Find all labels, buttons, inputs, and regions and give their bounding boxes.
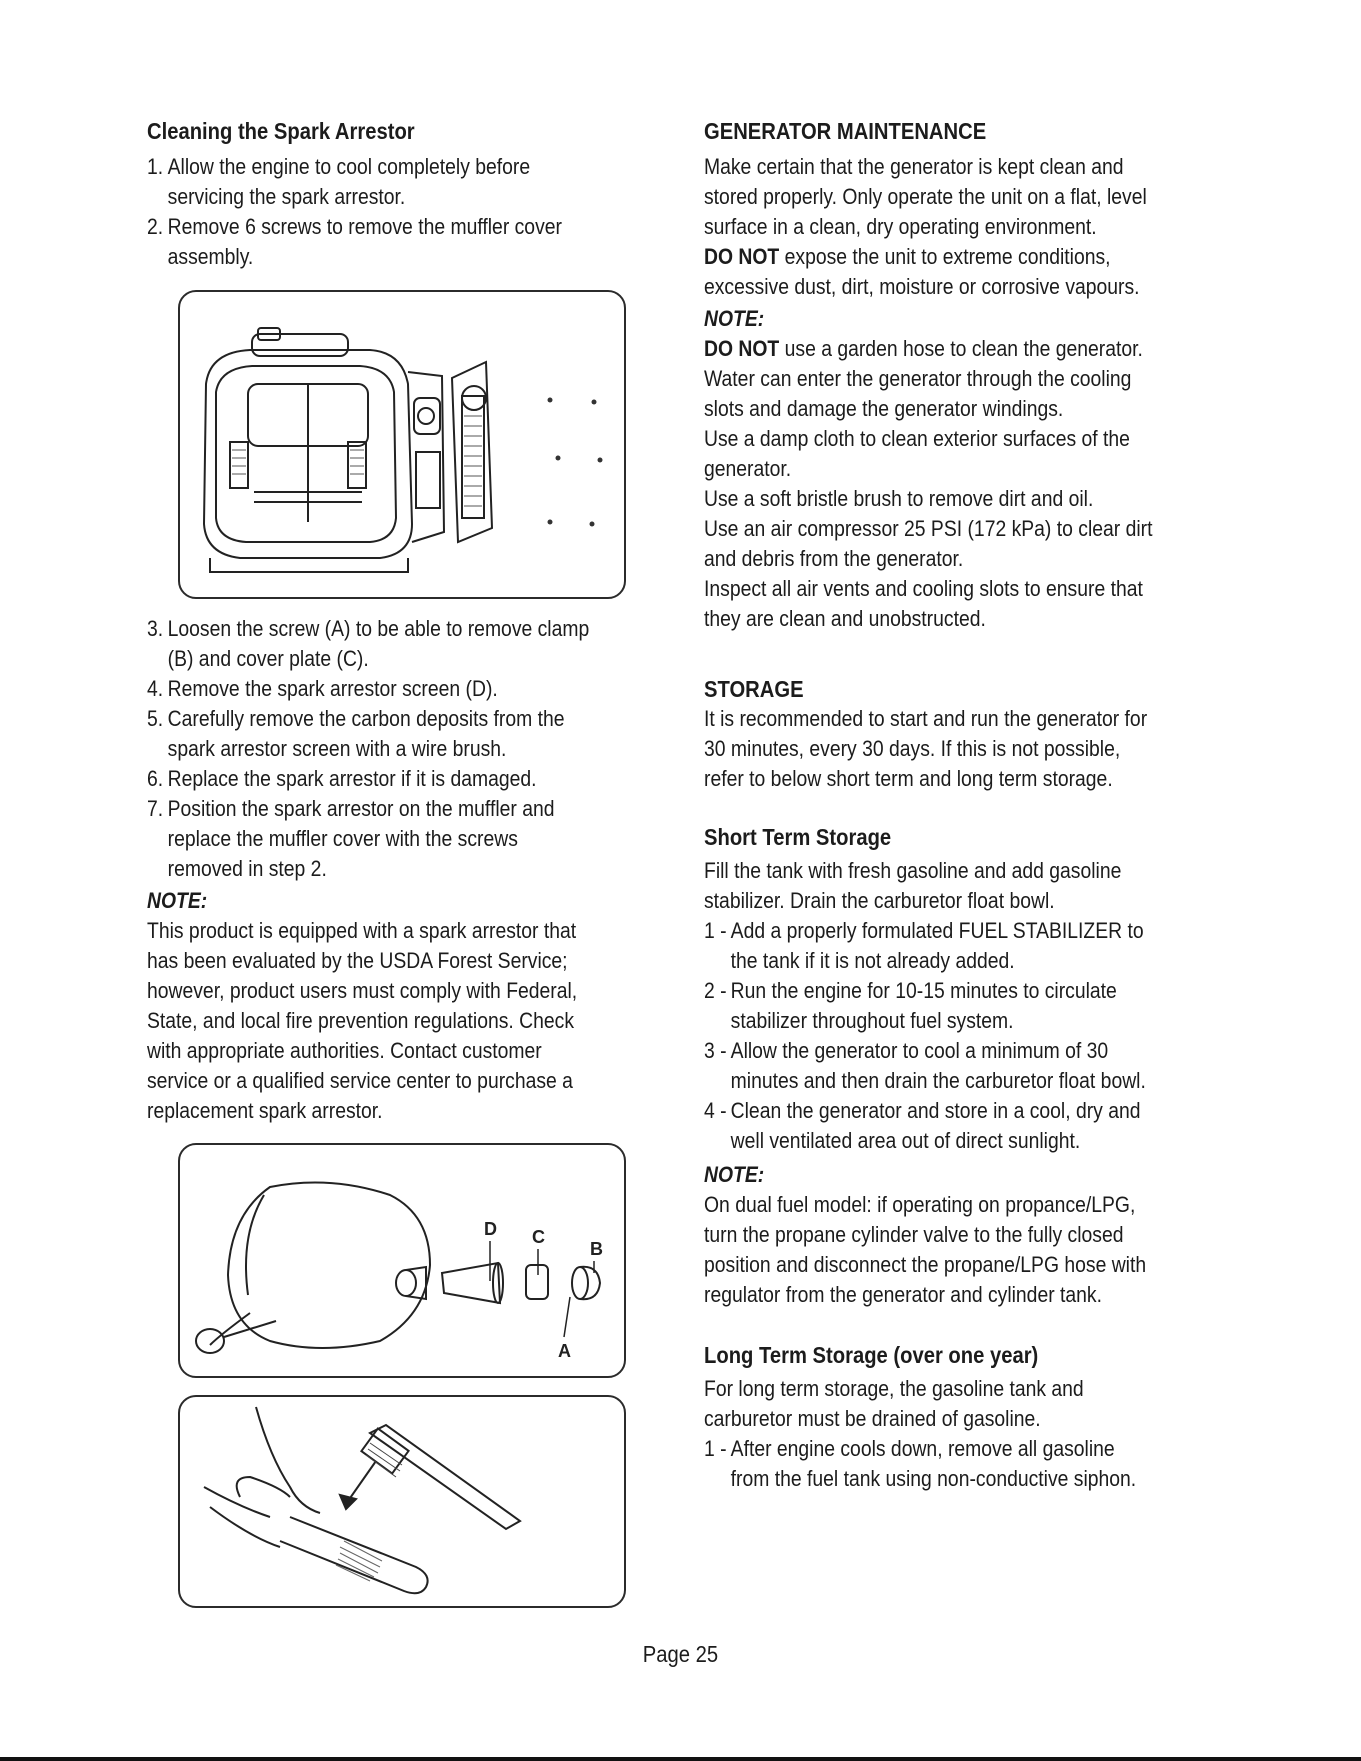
step-line: servicing the spark arrestor. — [167, 184, 406, 209]
step-line: Run the engine for 10-15 minutes to circulate — [730, 978, 1117, 1003]
note-line: service or a qualified service center to purchase a — [147, 1068, 573, 1093]
step-line: stabilizer throughout fuel system. — [730, 1008, 1014, 1033]
step-line: spark arrestor screen with a wire brush. — [167, 736, 507, 761]
step-number: 1. — [147, 154, 164, 179]
step-line: After engine cools down, remove all gasoline — [730, 1436, 1115, 1461]
maintenance-text — [704, 152, 1218, 302]
left-column — [147, 116, 655, 272]
list-item — [704, 1036, 1218, 1096]
short-term-heading: Short Term Storage — [704, 824, 892, 850]
maint-line: surface in a clean, dry operating environment. — [704, 214, 1097, 239]
list-item — [147, 704, 654, 764]
step-number: 3. — [147, 616, 164, 641]
list-item — [147, 674, 654, 704]
label-d: D — [484, 1219, 497, 1239]
note-line: however, product users must comply with Federal, — [147, 978, 578, 1003]
right-column — [704, 116, 1219, 1494]
short-line: stabilizer. Drain the carburetor float bowl. — [704, 888, 1055, 913]
step-line: assembly. — [167, 244, 254, 269]
step-line: Allow the generator to cool a minimum of 30 — [730, 1038, 1109, 1063]
step-number: 2 - — [704, 978, 727, 1003]
list-item — [147, 614, 654, 674]
do-not-label: DO NOT — [704, 336, 780, 361]
generator-illustration — [180, 292, 624, 597]
storage-line: It is recommended to start and run the generator for — [704, 706, 1148, 731]
note-line: with appropriate authorities. Contact customer — [147, 1038, 542, 1063]
note-label: NOTE: — [704, 1162, 765, 1187]
storage-heading: STORAGE — [704, 676, 804, 702]
note-line: use a garden hose to clean the generator. — [779, 336, 1143, 361]
do-not-label: DO NOT — [704, 244, 780, 269]
step-number: 6. — [147, 766, 164, 791]
step-number: 1 - — [704, 1436, 727, 1461]
list-item — [704, 916, 1218, 976]
note-line: Use an air compressor 25 PSI (172 kPa) to clear dirt — [704, 516, 1153, 541]
note-line: position and disconnect the propane/LPG hose with — [704, 1252, 1147, 1277]
note-line: they are clean and unobstructed. — [704, 606, 986, 631]
note-line: generator. — [704, 456, 792, 481]
list-item — [704, 976, 1218, 1036]
list-item — [704, 1096, 1218, 1156]
note-label: NOTE: — [704, 306, 765, 331]
note-line: Use a damp cloth to clean exterior surfaces of the — [704, 426, 1130, 451]
step-line: (B) and cover plate (C). — [167, 646, 369, 671]
step-number: 5. — [147, 706, 164, 731]
spark-arrestor-heading: Cleaning the Spark Arrestor — [147, 118, 415, 144]
long-term-text — [704, 1374, 1218, 1434]
note-line: and debris from the generator. — [704, 546, 964, 571]
steps-a — [147, 152, 655, 272]
storage-line: refer to below short term and long term storage. — [704, 766, 1113, 791]
step-number: 7. — [147, 796, 164, 821]
long-line: For long term storage, the gasoline tank and — [704, 1376, 1084, 1401]
list-item — [147, 794, 654, 884]
note-line: State, and local fire prevention regulations. Check — [147, 1008, 575, 1033]
page-number: Page 25 — [642, 1641, 719, 1667]
step-number: 4. — [147, 676, 164, 701]
step-number: 2. — [147, 214, 164, 239]
step-line: Remove 6 screws to remove the muffler cover — [167, 214, 562, 239]
maint-line: excessive dust, dirt, moisture or corrosive vapours. — [704, 274, 1140, 299]
maint-line: stored properly. Only operate the unit on a flat, level — [704, 184, 1147, 209]
step-number: 1 - — [704, 918, 727, 943]
brush-cleaning-figure — [178, 1395, 626, 1608]
step-line: Clean the generator and store in a cool, dry and — [730, 1098, 1141, 1123]
list-item — [704, 1434, 1218, 1494]
step-number: 3 - — [704, 1038, 727, 1063]
maintenance-heading: GENERATOR MAINTENANCE — [704, 118, 987, 144]
step-line: replace the muffler cover with the screws — [167, 826, 518, 851]
note-line: Water can enter the generator through the cooling — [704, 366, 1132, 391]
note-line: regulator from the generator and cylinder tank. — [704, 1282, 1102, 1307]
step-line: Add a properly formulated FUEL STABILIZER to — [730, 918, 1144, 943]
step-line: Loosen the screw (A) to be able to remove clamp — [167, 616, 590, 641]
storage-text — [704, 704, 1218, 794]
label-b: B — [590, 1239, 603, 1259]
cleaning-note-text — [704, 334, 1218, 634]
step-line: removed in step 2. — [167, 856, 327, 881]
list-item — [147, 152, 654, 212]
step-line: Allow the engine to cool completely before — [167, 154, 531, 179]
label-c: C — [532, 1227, 545, 1247]
step-line: from the fuel tank using non-conductive siphon. — [730, 1466, 1137, 1491]
note-line: Use a soft bristle brush to remove dirt and oil. — [704, 486, 1094, 511]
step-line: well ventilated area out of direct sunlight. — [730, 1128, 1081, 1153]
note-line: turn the propane cylinder valve to the fully closed — [704, 1222, 1124, 1247]
note-text — [147, 916, 654, 1126]
step-line: Remove the spark arrestor screen (D). — [167, 676, 498, 701]
long-line: carburetor must be drained of gasoline. — [704, 1406, 1041, 1431]
maint-line: expose the unit to extreme conditions, — [779, 244, 1111, 269]
note-line: has been evaluated by the USDA Forest Service; — [147, 948, 568, 973]
step-line: Replace the spark arrestor if it is damaged. — [167, 766, 537, 791]
bottom-divider — [0, 1757, 1361, 1761]
list-item — [147, 764, 654, 794]
brush-illustration — [180, 1397, 624, 1606]
generator-muffler-cover-figure — [178, 290, 626, 599]
note-line: Inspect all air vents and cooling slots to ensure that — [704, 576, 1143, 601]
note-line: slots and damage the generator windings. — [704, 396, 1064, 421]
muffler-illustration — [180, 1145, 624, 1376]
step-line: minutes and then drain the carburetor float bowl. — [730, 1068, 1146, 1093]
spark-arrestor-exploded-figure — [178, 1143, 626, 1378]
left-column-lower — [147, 614, 655, 1126]
list-item — [147, 212, 654, 272]
label-a: A — [558, 1341, 571, 1361]
step-number: 4 - — [704, 1098, 727, 1123]
note-line: On dual fuel model: if operating on propance/LPG, — [704, 1192, 1136, 1217]
note-line: replacement spark arrestor. — [147, 1098, 383, 1123]
dual-fuel-note-text — [704, 1190, 1218, 1310]
long-term-heading: Long Term Storage (over one year) — [704, 1342, 1039, 1368]
step-line: Position the spark arrestor on the muffler and — [167, 796, 555, 821]
short-line: Fill the tank with fresh gasoline and add gasoline — [704, 858, 1122, 883]
note-label: NOTE: — [147, 888, 208, 913]
maint-line: Make certain that the generator is kept clean and — [704, 154, 1124, 179]
step-line: Carefully remove the carbon deposits from the — [167, 706, 565, 731]
storage-line: 30 minutes, every 30 days. If this is not possible, — [704, 736, 1121, 761]
short-term-text — [704, 856, 1218, 916]
step-line: the tank if it is not already added. — [730, 948, 1015, 973]
note-line: This product is equipped with a spark arrestor that — [147, 918, 577, 943]
